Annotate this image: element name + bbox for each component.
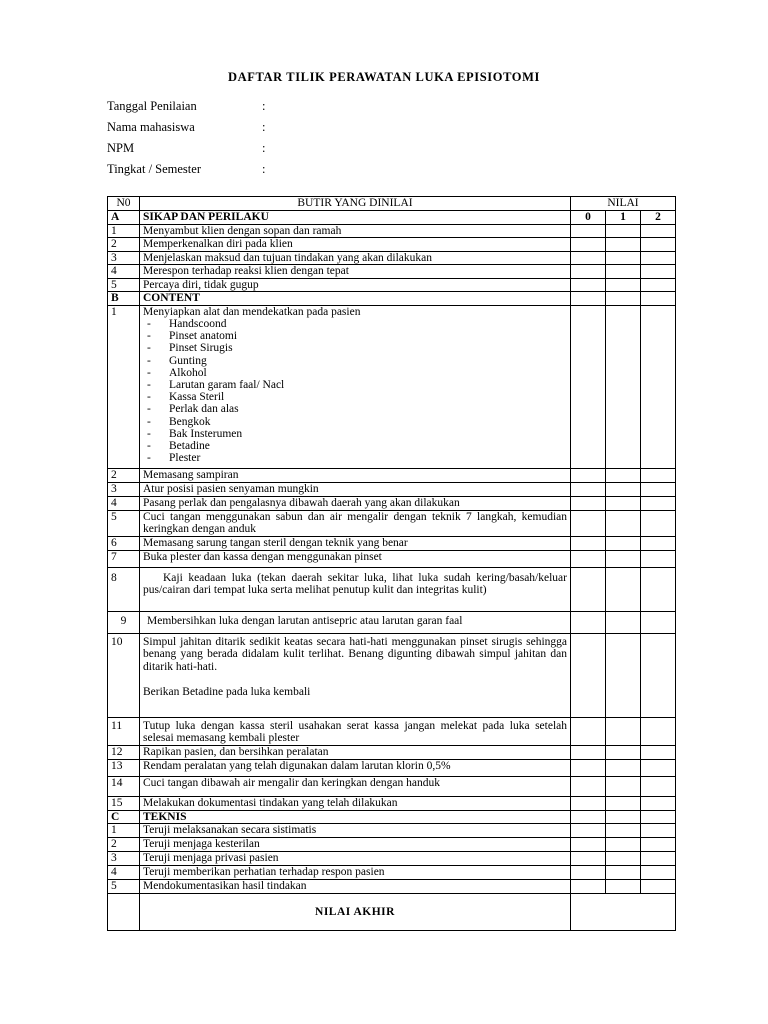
final-no [108, 894, 140, 931]
score-cell-0[interactable] [571, 759, 606, 776]
score-cell-0[interactable] [571, 852, 606, 866]
score-cell-2[interactable] [641, 265, 676, 279]
score-cell-0[interactable] [571, 824, 606, 838]
section-code: B [108, 292, 140, 306]
list-item: - Bak Insterumen [147, 428, 567, 440]
score-cell-1 [606, 810, 641, 824]
score-header-2: 2 [641, 211, 676, 225]
list-item: - Perlak dan alas [147, 403, 567, 415]
score-cell-2[interactable] [641, 796, 676, 810]
header-score: NILAI [571, 197, 676, 211]
score-cell-0[interactable] [571, 468, 606, 482]
score-cell-2[interactable] [641, 238, 676, 252]
score-cell-0[interactable] [571, 238, 606, 252]
item-no: 7 [108, 550, 140, 567]
table-row [108, 536, 676, 550]
item-text: Menjelaskan maksud dan tujuan tindakan yang akan dilakukan [140, 251, 571, 265]
item-text: Pasang perlak dan pengalasnya dibawah daerah yang akan dilakukan [140, 496, 571, 510]
list-item: - Betadine [147, 440, 567, 452]
table-row [108, 265, 676, 279]
item-text: Tutup luka dengan kassa steril usahakan serat kassa jangan melekat pada luka setelah selesai memasang kembali plester [140, 717, 571, 745]
table-row [108, 278, 676, 292]
list-item: - Pinset anatomi [147, 330, 567, 342]
score-cell-0[interactable] [571, 796, 606, 810]
item-text: Menyiapkan alat dan mendekatkan pada pasien [143, 305, 361, 318]
score-cell-2[interactable] [641, 824, 676, 838]
score-cell-0[interactable] [571, 838, 606, 852]
checklist-table [107, 196, 676, 931]
score-cell-1[interactable] [606, 278, 641, 292]
item-text: Rapikan pasien, dan bersihkan peralatan [140, 745, 571, 759]
item-no: 13 [108, 759, 140, 776]
score-cell-1[interactable] [606, 866, 641, 880]
score-cell-1[interactable] [606, 482, 641, 496]
table-row [108, 510, 676, 536]
item-text: Simpul jahitan ditarik sedikit keatas secara hati-hati menggunakan pinset sirugis sehingga benang yang berada didalam kulit terlihat. Benang digunting dibawah simpul jahitan dan ditarik hati-hati. [143, 635, 567, 673]
score-cell-2[interactable] [641, 305, 676, 468]
section-a-row [108, 211, 676, 225]
info-section [107, 99, 407, 183]
table-row [108, 838, 676, 852]
section-c-row [108, 810, 676, 824]
score-cell-1[interactable] [606, 251, 641, 265]
info-label: Nama mahasiswa [107, 120, 195, 134]
item-text: Teruji menjaga privasi pasien [140, 852, 571, 866]
table-row [108, 852, 676, 866]
info-row-student-name [107, 120, 407, 141]
item-text: Buka plester dan kassa dengan menggunakan pinset [140, 550, 571, 567]
table-row [108, 238, 676, 252]
score-cell-2[interactable] [641, 482, 676, 496]
info-label: Tingkat / Semester [107, 162, 201, 176]
score-cell-1[interactable] [606, 224, 641, 238]
item-no: 3 [108, 852, 140, 866]
info-row-date [107, 99, 407, 120]
section-title: SIKAP DAN PERILAKU [140, 211, 571, 225]
item-text: Percaya diri, tidak gugup [140, 278, 571, 292]
item-text: Menyambut klien dengan sopan dan ramah [140, 224, 571, 238]
score-cell-0[interactable] [571, 496, 606, 510]
score-cell-2[interactable] [641, 611, 676, 633]
table-row [108, 496, 676, 510]
table-row [108, 468, 676, 482]
item-text: Memperkenalkan diri pada klien [140, 238, 571, 252]
info-label: NPM [107, 141, 135, 155]
table-row [108, 251, 676, 265]
item-no: 3 [108, 482, 140, 496]
score-header-1: 1 [606, 211, 641, 225]
score-cell-1[interactable] [606, 536, 641, 550]
item-no: 4 [108, 496, 140, 510]
list-item: - Larutan garam faal/ Nacl [147, 379, 567, 391]
tool-list [143, 318, 567, 464]
item-text: Memasang sarung tangan steril dengan teknik yang benar [140, 536, 571, 550]
final-score-cell[interactable] [571, 894, 676, 931]
list-item: - Handscoond [147, 318, 567, 330]
score-cell-1[interactable] [606, 611, 641, 633]
item-text: Melakukan dokumentasi tindakan yang telah dilakukan [140, 796, 571, 810]
score-cell-1[interactable] [606, 238, 641, 252]
item-text: Teruji menjaga kesterilan [140, 838, 571, 852]
table-row [108, 224, 676, 238]
score-cell-1[interactable] [606, 305, 641, 468]
score-cell-0[interactable] [571, 880, 606, 894]
item-no: 6 [108, 536, 140, 550]
table-row [108, 745, 676, 759]
score-cell-0[interactable] [571, 265, 606, 279]
item-text: Teruji melaksanakan secara sistimatis [140, 824, 571, 838]
list-item: - Plester [147, 452, 567, 464]
item-no: 12 [108, 745, 140, 759]
score-cell-1[interactable] [606, 838, 641, 852]
item-no: 4 [108, 866, 140, 880]
document-title: DAFTAR TILIK PERAWATAN LUKA EPISIOTOMI [228, 70, 540, 84]
header-row [108, 197, 676, 211]
item-no: 1 [108, 824, 140, 838]
table-row [108, 305, 676, 468]
item-no: 9 [108, 611, 140, 633]
score-cell-0[interactable] [571, 536, 606, 550]
score-cell-1[interactable] [606, 496, 641, 510]
score-cell-2 [641, 292, 676, 306]
table-row [108, 824, 676, 838]
score-cell-1[interactable] [606, 717, 641, 745]
item-no: 10 [108, 633, 140, 717]
item-text: Atur posisi pasien senyaman mungkin [140, 482, 571, 496]
score-cell-2[interactable] [641, 776, 676, 796]
score-cell-1[interactable] [606, 745, 641, 759]
item-no: 5 [108, 880, 140, 894]
score-cell-1[interactable] [606, 880, 641, 894]
score-cell-1[interactable] [606, 796, 641, 810]
score-cell-1[interactable] [606, 776, 641, 796]
score-cell-2[interactable] [641, 278, 676, 292]
item-text: Memasang sampiran [140, 468, 571, 482]
item-no: 2 [108, 468, 140, 482]
list-item: - Alkohol [147, 367, 567, 379]
item-no: 8 [108, 567, 140, 611]
table-row [108, 550, 676, 567]
final-score-row [108, 894, 676, 931]
score-cell-1[interactable] [606, 852, 641, 866]
item-text: Teruji memberikan perhatian terhadap respon pasien [140, 866, 571, 880]
item-text: Rendam peralatan yang telah digunakan dalam larutan klorin 0,5% [140, 759, 571, 776]
score-cell-0[interactable] [571, 717, 606, 745]
score-cell-2[interactable] [641, 510, 676, 536]
score-cell-0[interactable] [571, 278, 606, 292]
item-no: 5 [108, 510, 140, 536]
info-label: Tanggal Penilaian [107, 99, 197, 113]
score-cell-0 [571, 292, 606, 306]
score-cell-2[interactable] [641, 717, 676, 745]
score-cell-2[interactable] [641, 496, 676, 510]
score-cell-0[interactable] [571, 482, 606, 496]
score-cell-1[interactable] [606, 567, 641, 611]
score-cell-1[interactable] [606, 468, 641, 482]
score-cell-0[interactable] [571, 251, 606, 265]
score-cell-0[interactable] [571, 633, 606, 717]
item-no: 2 [108, 238, 140, 252]
item-text-cell [140, 305, 571, 468]
score-cell-2 [641, 810, 676, 824]
table-row [108, 717, 676, 745]
info-colon: : [262, 162, 266, 176]
table-row [108, 866, 676, 880]
section-title: TEKNIS [140, 810, 571, 824]
table-row [108, 633, 676, 717]
item-text: Merespon terhadap reaksi klien dengan tepat [140, 265, 571, 279]
section-code: A [108, 211, 140, 225]
score-cell-2[interactable] [641, 251, 676, 265]
item-no: 3 [108, 251, 140, 265]
score-cell-1[interactable] [606, 633, 641, 717]
section-b-row [108, 292, 676, 306]
score-cell-0 [571, 810, 606, 824]
item-no: 15 [108, 796, 140, 810]
score-cell-1[interactable] [606, 265, 641, 279]
score-cell-2[interactable] [641, 550, 676, 567]
score-cell-1[interactable] [606, 759, 641, 776]
info-colon: : [262, 141, 266, 155]
score-cell-0[interactable] [571, 567, 606, 611]
score-cell-2[interactable] [641, 880, 676, 894]
score-cell-0[interactable] [571, 550, 606, 567]
score-cell-2[interactable] [641, 536, 676, 550]
item-text: Membersihkan luka dengan larutan antisepric atau larutan garan faal [140, 611, 571, 633]
score-cell-1[interactable] [606, 824, 641, 838]
score-cell-1[interactable] [606, 510, 641, 536]
header-no: N0 [108, 197, 140, 211]
score-header-0: 0 [571, 211, 606, 225]
section-code: C [108, 810, 140, 824]
list-item: - Gunting [147, 355, 567, 367]
item-no: 2 [108, 838, 140, 852]
score-cell-2[interactable] [641, 866, 676, 880]
table-row [108, 880, 676, 894]
list-item: - Kassa Steril [147, 391, 567, 403]
info-colon: : [262, 99, 266, 113]
score-cell-2[interactable] [641, 468, 676, 482]
info-row-level [107, 162, 407, 183]
score-cell-0[interactable] [571, 510, 606, 536]
item-no: 1 [108, 224, 140, 238]
table-row [108, 796, 676, 810]
list-item: - Bengkok [147, 416, 567, 428]
score-cell-0[interactable] [571, 224, 606, 238]
item-no: 1 [108, 305, 140, 468]
score-cell-2[interactable] [641, 224, 676, 238]
score-cell-0[interactable] [571, 866, 606, 880]
table-row [108, 567, 676, 611]
header-item: BUTIR YANG DINILAI [140, 197, 571, 211]
score-cell-2[interactable] [641, 759, 676, 776]
score-cell-2[interactable] [641, 567, 676, 611]
score-cell-2[interactable] [641, 838, 676, 852]
table-row [108, 759, 676, 776]
item-text-secondary: Berikan Betadine pada luka kembali [143, 686, 311, 698]
item-text: Cuci tangan dibawah air mengalir dan keringkan dengan handuk [140, 776, 571, 796]
score-cell-2[interactable] [641, 852, 676, 866]
score-cell-2[interactable] [641, 745, 676, 759]
info-row-npm [107, 141, 407, 162]
table-row [108, 611, 676, 633]
score-cell-0[interactable] [571, 776, 606, 796]
info-colon: : [262, 120, 266, 134]
item-text: Kaji keadaan luka (tekan daerah sekitar luka, lihat luka sudah kering/basah/keluar pus/cairan dari tempat luka serta melihat penutup kulit dan integritas kulit) [140, 567, 571, 611]
item-text: Mendokumentasikan hasil tindakan [140, 880, 571, 894]
item-no: 5 [108, 278, 140, 292]
score-cell-0[interactable] [571, 305, 606, 468]
score-cell-1[interactable] [606, 550, 641, 567]
score-cell-0[interactable] [571, 611, 606, 633]
table-row [108, 776, 676, 796]
section-title: CONTENT [140, 292, 571, 306]
item-text: Cuci tangan menggunakan sabun dan air mengalir dengan teknik 7 langkah, kemudian keringkan dengan anduk [140, 510, 571, 536]
table-row [108, 482, 676, 496]
item-no: 11 [108, 717, 140, 745]
score-cell-2[interactable] [641, 633, 676, 717]
list-item: - Pinset Sirugis [147, 342, 567, 354]
score-cell-1 [606, 292, 641, 306]
score-cell-0[interactable] [571, 745, 606, 759]
item-no: 4 [108, 265, 140, 279]
item-text-cell [140, 633, 571, 717]
item-no: 14 [108, 776, 140, 796]
final-score-label: NILAI AKHIR [140, 894, 571, 931]
